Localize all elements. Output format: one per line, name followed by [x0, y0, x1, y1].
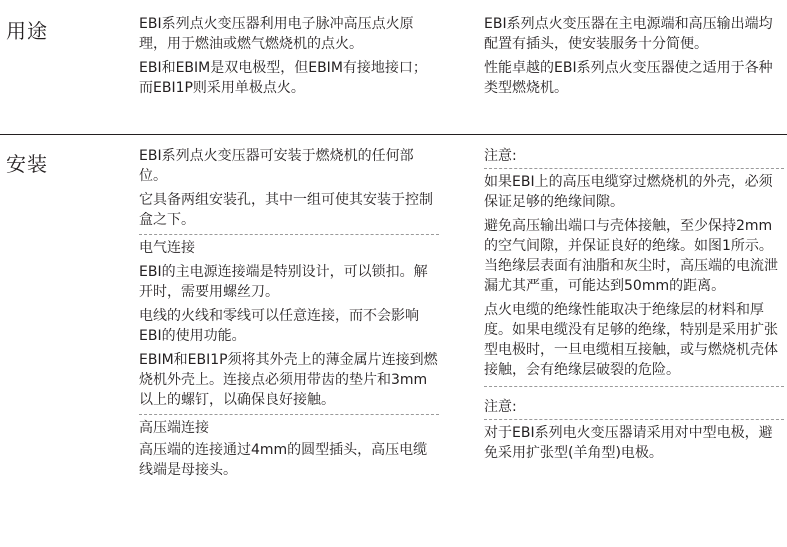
- dotted-divider: [484, 386, 784, 387]
- electrical-para-1: EBI的主电源连接端是特别设计，可以锁扣。解开时，需要用螺丝刀。: [139, 264, 428, 300]
- dotted-divider: [484, 419, 784, 420]
- note1-para-3: 点火电缆的绝缘性能取决于绝缘层的材料和厚度。如果电缆没有足够的绝缘，特别是采用扩张型电极时，一旦电缆相互接触，或与燃烧机壳体接触，会有绝缘层破裂的危险。: [484, 302, 778, 378]
- note1-title: 注意:: [484, 148, 517, 164]
- usage-right-para-2: 性能卓越的EBI系列点火变压器使之适用于各种类型燃烧机。: [484, 60, 773, 96]
- section-title-install: 安装: [6, 152, 48, 176]
- electrical-connection-title: 电气连接: [139, 240, 195, 256]
- note1-para-1: 如果EBI上的高压电缆穿过燃烧机的外壳，必须保证足够的绝缘间隙。: [484, 174, 773, 210]
- usage-right-column: [484, 14, 784, 98]
- dotted-divider: [139, 234, 439, 235]
- usage-right-para-1: EBI系列点火变压器在主电源端和高压输出端均配置有插头，使安装服务十分简便。: [484, 16, 773, 52]
- install-left-column: [139, 146, 439, 480]
- electrical-para-2: 电线的火线和零线可以任意连接，而不会影响EBI的使用功能。: [139, 308, 419, 344]
- note2-para-1: 对于EBI系列电火变压器请采用对中型电极，避免采用扩张型(羊角型)电极。: [484, 425, 773, 461]
- note2-title: 注意:: [484, 399, 517, 415]
- usage-left-para-1: EBI系列点火变压器利用电子脉冲高压点火原理，用于燃油或燃气燃烧机的点火。: [139, 16, 414, 52]
- usage-left-column: [139, 14, 439, 98]
- usage-left-para-2: EBI和EBIM是双电极型，但EBIM有接地接口；而EBI1P则采用单极点火。: [139, 60, 427, 96]
- dotted-divider: [484, 168, 784, 169]
- hv-para-1: 高压端的连接通过4mm的圆型插头，高压电缆线端是母接头。: [139, 442, 428, 478]
- install-intro-para-1: EBI系列点火变压器可安装于燃烧机的任何部位。: [139, 148, 414, 184]
- hv-connection-title: 高压端连接: [139, 420, 209, 436]
- note1-para-2: 避免高压输出端口与壳体接触，至少保持2mm的空气间隙，并保证良好的绝缘。如图1所示。当绝缘层表面有油脂和灰尘时，高压端的电流泄漏尤其严重，可能达到50mm的距离。: [484, 218, 778, 294]
- electrical-para-3: EBIM和EBI1P须将其外壳上的薄金属片连接到燃烧机外壳上。连接点必须用带齿的垫片和3mm以上的螺钉，以确保良好接触。: [139, 352, 438, 408]
- dotted-divider: [139, 414, 439, 415]
- install-intro-para-2: 它具备两组安装孔，其中一组可使其安装于控制盒之下。: [139, 192, 433, 228]
- section-title-usage: 用途: [6, 19, 48, 43]
- install-right-column: [484, 146, 784, 463]
- section-divider: [0, 134, 787, 135]
